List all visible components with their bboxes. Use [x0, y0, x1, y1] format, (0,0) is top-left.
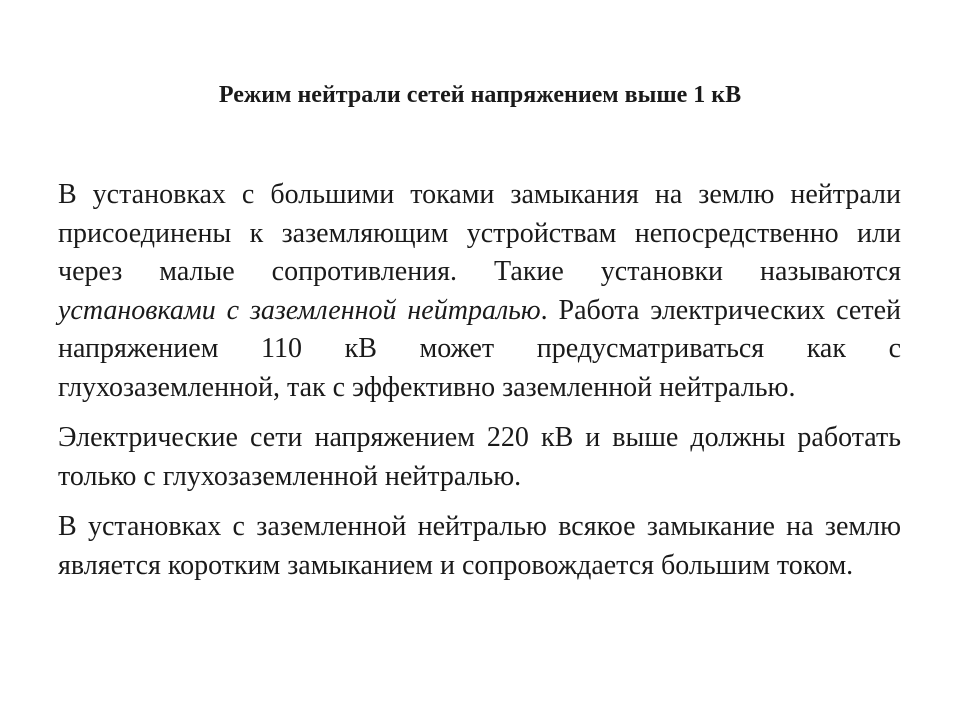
paragraph-grounded-neutral	[58, 176, 901, 407]
italic-term: установками с заземленной нейтралью	[58, 294, 541, 326]
slide-title: Режим нейтрали сетей напряжением выше 1 кВ	[218, 82, 742, 108]
paragraph-short-circuit: В установках с заземленной нейтралью всякое замыкание на землю является коротким замыканием и сопровождается большим током.	[58, 511, 901, 581]
paragraph-text: В установках с большими токами замыкания на землю нейтрали присоединены к заземляющим устройствам непосредственно или через малые сопротивления. Такие установки называются	[58, 179, 901, 287]
paragraph-220kv: Электрические сети напряжением 220 кВ и выше должны работать только с глухозаземленной нейтралью.	[58, 422, 901, 492]
paragraph-text: . Работа электрических сетей напряжением 110 кВ может предусматриваться как с глухозаземленной, так с эффективно заземленной нейтралью.	[58, 294, 901, 403]
slide-body	[58, 176, 901, 597]
